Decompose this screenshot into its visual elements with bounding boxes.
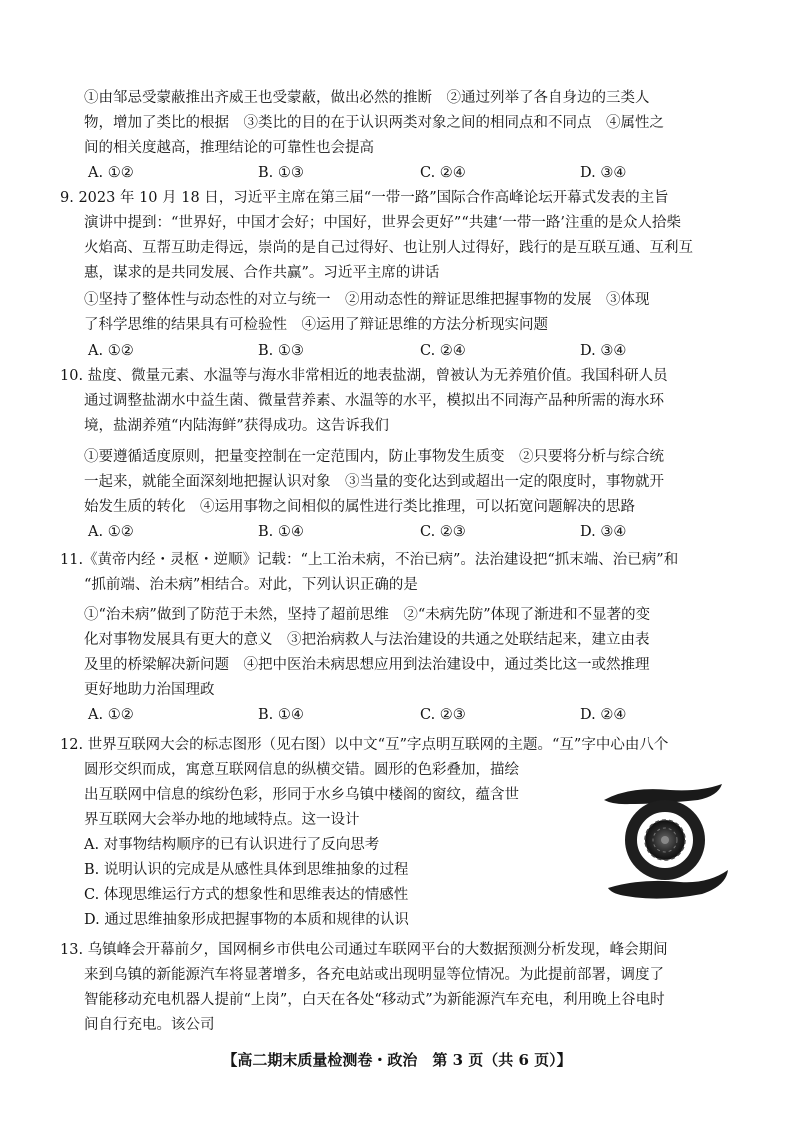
q10-line-5: 一起来，就能全面深刻地把握认识对象 ③当量的变化达到或超出一定的限度时，事物就开: [84, 474, 664, 490]
q13-line-2: 来到乌镇的新能源汽车将显著增多，各充电站或出现明显等位情况。为此提前部署，调度了: [84, 967, 664, 983]
q12-line-1: 12. 世界互联网大会的标志图形（见右图）以中文“互”字点明互联网的主题。“互”字中心由八个: [60, 737, 669, 753]
q9-option-b: B. ①③: [258, 343, 304, 359]
q11-line-1: 11.《黄帝内经・灵枢・逆顺》记载：“上工治未病，不治已病”。法治建设把“抓末端、治已病”和: [60, 552, 679, 568]
q13-line-3: 智能移动充电机器人提前“上岗”，白天在各处“移动式”为新能源汽车充电，利用晚上谷电时: [84, 992, 665, 1008]
q11-line-3: ①“治未病”做到了防范于未然，坚持了超前思维 ②“未病先防”体现了渐进和不显著的变: [84, 607, 651, 623]
q10-line-6: 始发生质的转化 ④运用事物之间相似的属性进行类比推理，可以拓宽问题解决的思路: [84, 499, 635, 515]
q10-line-1: 10. 盐度、微量元素、水温等与海水非常相近的地表盐湖，曾被认为无养殖价值。我国科研人员: [60, 368, 668, 384]
q10-line-2: 通过调整盐湖水中益生菌、微量营养素、水温等的水平，模拟出不同海产品种所需的海水环: [84, 393, 664, 409]
q12-option-a: A. 对事物结构顺序的已有认识进行了反向思考: [84, 837, 380, 853]
q11-option-b: B. ①④: [258, 707, 304, 723]
q11-line-6: 更好地助力治国理政: [84, 682, 215, 698]
q12-line-3: 出互联网中信息的缤纷色彩，形同于水乡乌镇中楼阁的窗纹，蕴含世: [84, 787, 519, 803]
q9-option-d: D. ③④: [580, 343, 627, 359]
q8-option-d: D. ③④: [580, 165, 627, 181]
q10-option-b: B. ①④: [258, 524, 304, 540]
q12-line-4: 界互联网大会举办地的地域特点。这一设计: [84, 812, 360, 828]
q11-line-5: 及里的桥梁解决新问题 ④把中医治未病思想应用到法治建设中，通过类比这一或然推理: [84, 657, 650, 673]
q9-line-3: 火焰高、互帮互助走得远，崇尚的是自己过得好、也让别人过得好，践行的是互联互通、互利互: [84, 240, 693, 256]
q8-line-3: 间的相关度越高，推理结论的可靠性也会提高: [84, 140, 374, 156]
page-footer: 【高二期末质量检测卷・政治 第 3 页（共 6 页）】: [222, 1051, 572, 1069]
q12-line-2: 圆形交织而成，寓意互联网信息的纵横交错。圆形的色彩叠加，描绘: [84, 762, 519, 778]
q11-option-c: C. ②③: [420, 707, 466, 723]
q9-line-5: ①坚持了整体性与动态性的对立与统一 ②用动态性的辩证思维把握事物的发展 ③体现: [84, 292, 650, 308]
internet-logo-icon: [590, 770, 740, 910]
q13-line-1: 13. 乌镇峰会开幕前夕，国网桐乡市供电公司通过车联网平台的大数据预测分析发现，峰会期间: [60, 942, 668, 958]
q9-line-6: 了科学思维的结果具有可检验性 ④运用了辩证思维的方法分析现实问题: [84, 317, 548, 333]
q12-option-d: D. 通过思维抽象形成把握事物的本质和规律的认识: [84, 912, 409, 928]
q9-line-4: 惠，谋求的是共同发展、合作共赢”。习近平主席的讲话: [84, 265, 440, 281]
q9-option-c: C. ②④: [420, 343, 466, 359]
q8-option-c: C. ②④: [420, 165, 466, 181]
q13-line-4: 间自行充电。该公司: [84, 1017, 215, 1033]
q12-option-c: C. 体现思维运行方式的想象性和思维表达的情感性: [84, 887, 409, 903]
q10-line-4: ①要遵循适度原则，把量变控制在一定范围内，防止事物发生质变 ②只要将分析与综合统: [84, 449, 664, 465]
q11-option-d: D. ②④: [580, 707, 627, 723]
q11-line-2: “抓前端、治未病”相结合。对此，下列认识正确的是: [84, 577, 418, 593]
q8-option-b: B. ①③: [258, 165, 304, 181]
q11-line-4: 化对事物发展具有更大的意义 ③把治病救人与法治建设的共通之处联结起来，建立由表: [84, 632, 650, 648]
q10-line-3: 境，盐湖养殖“内陆海鲜”获得成功。这告诉我们: [84, 418, 389, 434]
q8-line-1: ①由邹忌受蒙蔽推出齐威王也受蒙蔽，做出必然的推断 ②通过列举了各自身边的三类人: [84, 90, 650, 106]
q8-line-2: 物，增加了类比的根据 ③类比的目的在于认识两类对象之间的相同点和不同点 ④属性之: [84, 115, 664, 131]
q11-option-a: A. ①②: [88, 707, 134, 723]
q10-option-d: D. ③④: [580, 524, 627, 540]
internet-conference-logo-figure: [590, 770, 740, 910]
q10-option-c: C. ②③: [420, 524, 466, 540]
q8-option-a: A. ①②: [88, 165, 134, 181]
q12-option-b: B. 说明认识的完成是从感性具体到思维抽象的过程: [84, 862, 409, 878]
q9-line-1: 9. 2023 年 10 月 18 日，习近平主席在第三届“一带一路”国际合作高峰论坛开幕式发表的主旨: [60, 190, 669, 206]
q9-option-a: A. ①②: [88, 343, 134, 359]
q10-option-a: A. ①②: [88, 524, 134, 540]
q9-line-2: 演讲中提到：“世界好，中国才会好；中国好，世界会更好”“共建‘一带一路’注重的是众人拾柴: [84, 215, 681, 231]
